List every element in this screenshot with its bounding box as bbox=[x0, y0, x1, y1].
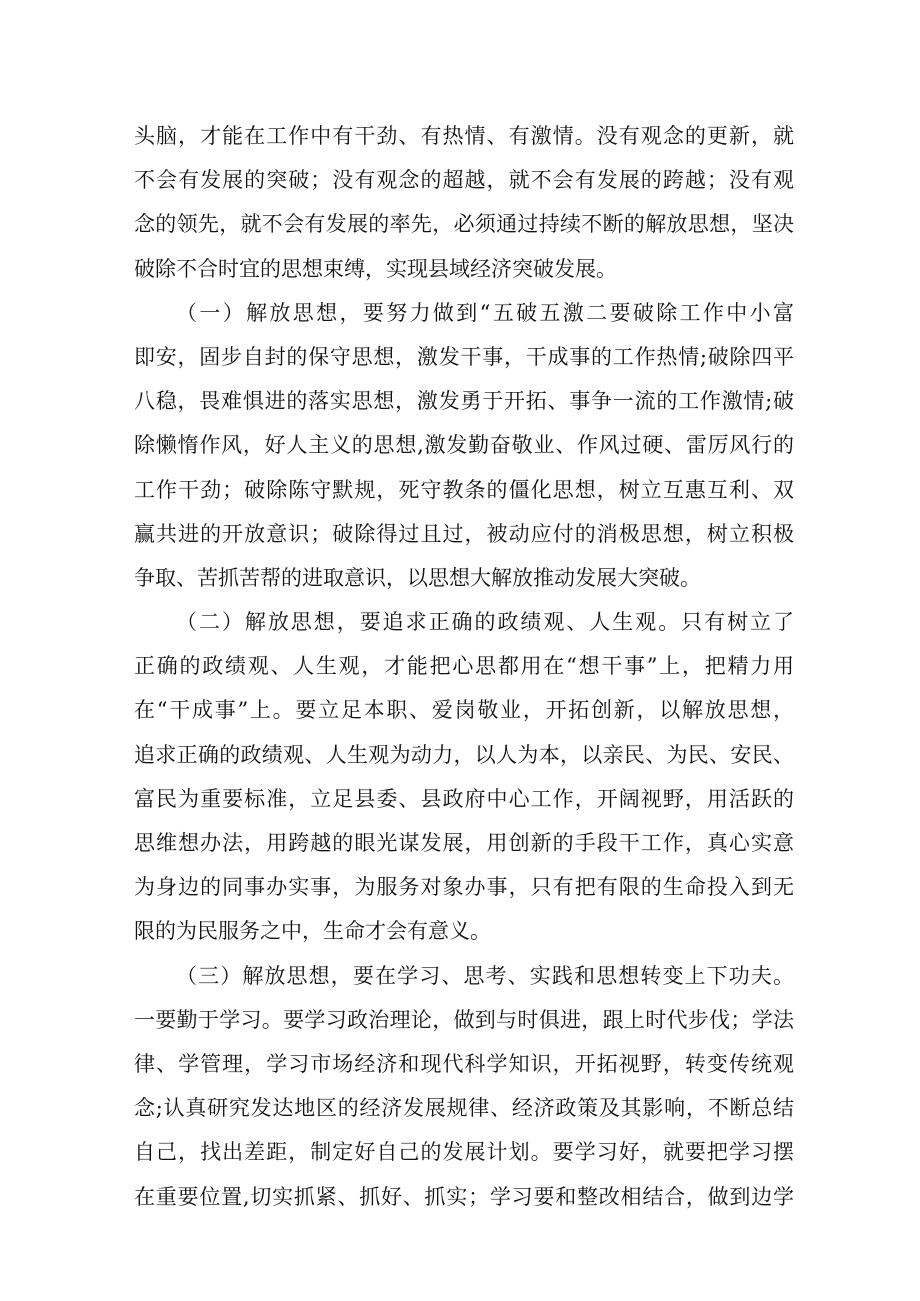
text-line: （一）解放思想，要努力做到“五破五激二要破除工作中小富 bbox=[176, 300, 794, 325]
text-line: （二）解放思想，要追求正确的政绩观、人生观。只有树立了 bbox=[176, 610, 794, 635]
text-line: 工作干劲；破除陈守默规，死守教条的僵化思想，树立互惠互利、双 bbox=[134, 477, 794, 502]
text-line: 正确的政绩观、人生观，才能把心思都用在“想干事”上，把精力用 bbox=[134, 654, 794, 679]
text-line: 追求正确的政绩观、人生观为动力，以人为本，以亲民、为民、安民、 bbox=[134, 742, 794, 767]
text-line: 限的为民服务之中，生命才会有意义。 bbox=[134, 919, 491, 944]
text-line: 破除不合时宜的思想束缚，实现县域经济突破发展。 bbox=[134, 256, 617, 281]
text-line: 头脑，才能在工作中有干劲、有热情、有激情。没有观念的更新，就 bbox=[134, 124, 794, 148]
text-line: （三）解放思想，要在学习、思考、实践和思想转变上下功夫。 bbox=[176, 963, 794, 988]
text-line: 除懒惰作风，好人主义的思想,激发勤奋敬业、作风过硬、雷厉风行的 bbox=[134, 433, 794, 458]
text-line: 思维想办法，用跨越的眼光谋发展，用创新的手段干工作，真心实意 bbox=[134, 831, 794, 855]
text-line: 在“干成事”上。要立足本职、爱岗敬业，开拓创新，以解放思想， bbox=[134, 698, 794, 723]
text-line: 争取、苦抓苦帮的进取意识，以思想大解放推动发展大突破。 bbox=[134, 565, 701, 590]
text-line: 念的领先，就不会有发展的率先，必须通过持续不断的解放思想，坚决 bbox=[134, 212, 794, 237]
text-line: 一要勤于学习。要学习政治理论，做到与时俱进，跟上时代步伐；学法 bbox=[134, 1007, 794, 1032]
text-line: 为身边的同事办实事，为服务对象办事，只有把有限的生命投入到无 bbox=[134, 875, 794, 900]
text-line: 律、学管理，学习市场经济和现代科学知识，开拓视野，转变传统观 bbox=[134, 1051, 794, 1076]
text-line: 富民为重要标准，立足县委、县政府中心工作，开阔视野，用活跃的 bbox=[134, 786, 794, 811]
document-body bbox=[134, 114, 794, 1219]
text-line: 八稳，畏难惧进的落实思想，激发勇于开拓、事争一流的工作激情;破 bbox=[134, 389, 794, 414]
text-line: 不会有发展的突破；没有观念的超越，就不会有发展的跨越；没有观 bbox=[134, 168, 794, 193]
text-line: 念;认真研究发达地区的经济发展规律、经济政策及其影响，不断总结 bbox=[134, 1096, 794, 1121]
text-line: 自己，找出差距，制定好自己的发展计划。要学习好，就要把学习摆 bbox=[134, 1140, 794, 1165]
text-line: 即安，固步自封的保守思想，激发干事，干成事的工作热情;破除四平 bbox=[134, 344, 794, 369]
text-line: 在重要位置,切实抓紧、抓好、抓实；学习要和整改相结合，做到边学 bbox=[134, 1184, 794, 1209]
text-line: 赢共进的开放意识；破除得过且过，被动应付的消极思想，树立积极 bbox=[134, 521, 794, 546]
